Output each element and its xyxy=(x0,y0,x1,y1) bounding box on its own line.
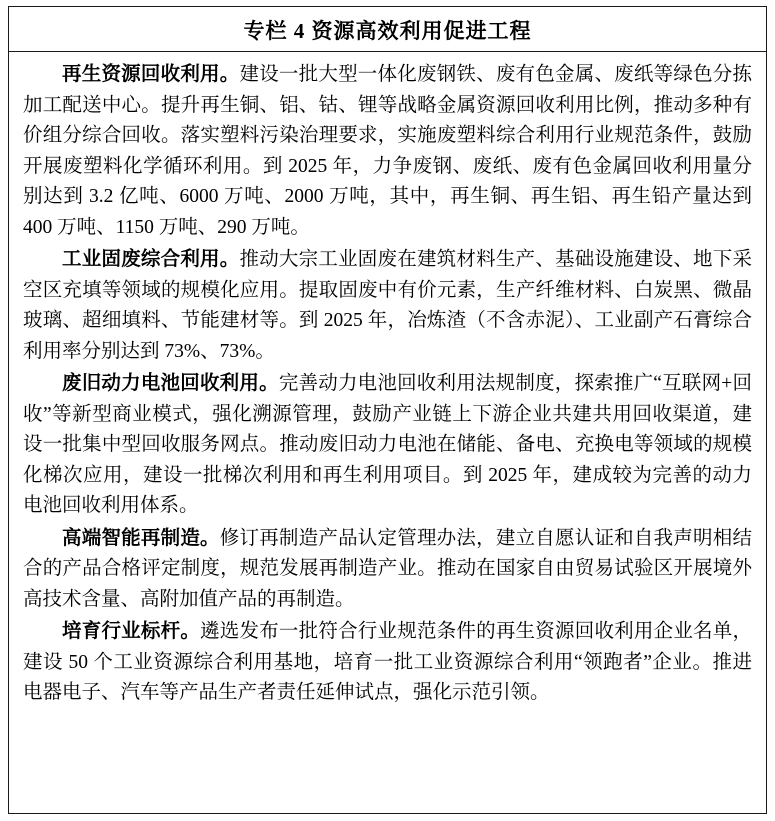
paragraph-body-2: 推动大宗工业固废在建筑材料生产、基础设施建设、地下采空区充填等领域的规模化应用。提取固废中有价元素，生产纤维材料、白炭黑、微晶玻璃、超细填料、节能建材等。到 2025 年，冶炼渣（不含赤泥）、工业副产石膏综合利用率分别达到 73%、73%。 xyxy=(23,249,752,362)
paragraph-lead-5: 培育行业标杆。 xyxy=(62,621,201,642)
paragraph-industry-benchmark xyxy=(23,617,752,709)
paragraph-recycled-resources xyxy=(23,60,752,243)
paragraph-lead-3: 废旧动力电池回收利用。 xyxy=(62,373,279,394)
paragraph-body-4: 修订再制造产品认定管理办法，建立自愿认证和自我声明相结合的产品合格评定制度，规范发展再制造产业。推动在国家自由贸易试验区开展境外高技术含量、高附加值产品的再制造。 xyxy=(23,527,752,610)
paragraph-lead-2: 工业固废综合利用。 xyxy=(62,249,240,270)
title-divider xyxy=(9,51,766,52)
paragraph-lead-1: 再生资源回收利用。 xyxy=(62,64,240,85)
paragraph-body-5: 遴选发布一批符合行业规范条件的再生资源回收利用企业名单，建设 50 个工业资源综合利用基地，培育一批工业资源综合利用“领跑者”企业。推进电器电子、汽车等产品生产者责任延伸试点，强化示范引领。 xyxy=(23,621,752,703)
box-title: 专栏 4 资源高效利用促进工程 xyxy=(243,19,532,43)
paragraph-body-1: 建设一批大型一体化废钢铁、废有色金属、废纸等绿色分拣加工配送中心。提升再生铜、铝、钴、锂等战略金属资源回收利用比例，推动多种有价组分综合回收。落实塑料污染治理要求，实施废塑料综合利用行业规范条件，鼓励开展废塑料化学循环利用。到 2025 年，力争废钢、废纸、废有色金属回收利用量分别达到 3.2 亿吨、6000 万吨、2000 万吨，其中，再生铜、再生铝、再生铅产量达到 400 万吨、1150 万吨、290 万吨。 xyxy=(23,64,752,238)
paragraph-battery-recycling xyxy=(23,369,752,522)
paragraph-remanufacturing xyxy=(23,524,752,616)
paragraph-lead-4: 高端智能再制造。 xyxy=(62,527,220,549)
paragraph-industrial-solid-waste xyxy=(23,245,752,367)
paragraph-body-3: 完善动力电池回收利用法规制度，探索推广“互联网+回收”等新型商业模式，强化溯源管理，鼓励产业链上下游企业共建共用回收渠道，建设一批集中型回收服务网点。推动废旧动力电池在储能、备电、充换电等领域的规模化梯次应用，建设一批梯次利用和再生利用项目。到 2025 年，建成较为完善的动力电池回收利用体系。 xyxy=(23,373,752,516)
feature-box xyxy=(8,6,767,814)
